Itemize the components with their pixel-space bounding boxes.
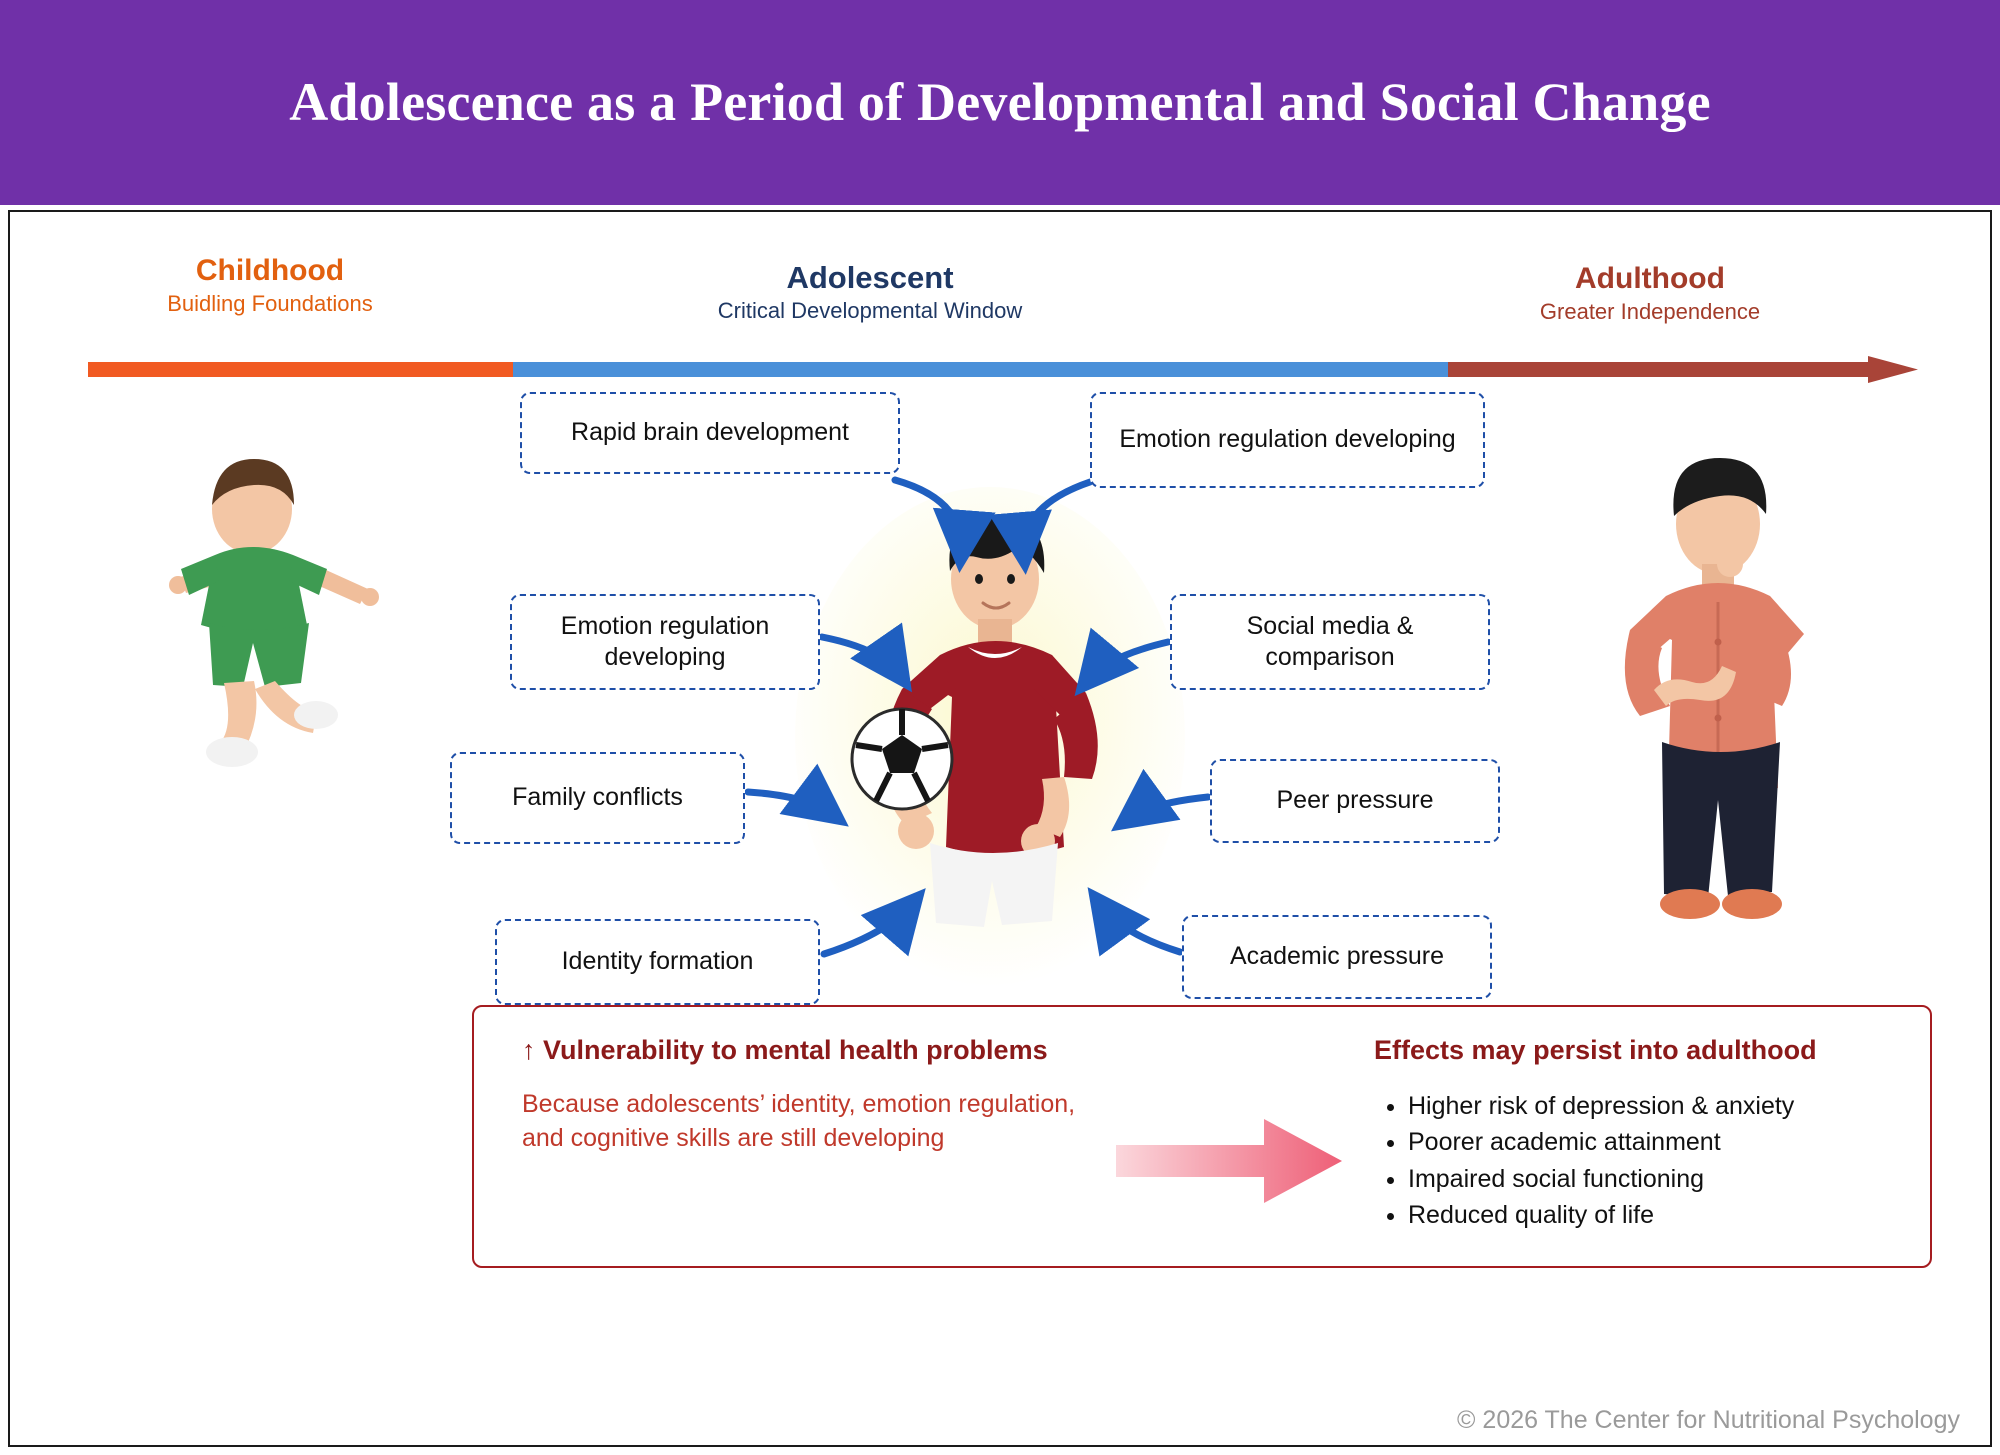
vulnerability-body: Because adolescents’ identity, emotion regulation, and cognitive skills are still developing (522, 1090, 1076, 1152)
stage-label-adolescent (590, 260, 1150, 324)
stage-label-childhood (90, 254, 450, 317)
stage-title-adolescent: Adolescent (786, 260, 954, 295)
factor-box-identity-formation[interactable]: Identity formation (495, 919, 820, 1005)
stage-subtitle-adulthood: Greater Independence (1539, 298, 1761, 324)
stage-title-adulthood: Adulthood (1575, 262, 1725, 295)
factor-box-academic-pressure[interactable]: Academic pressure (1182, 915, 1492, 999)
vulnerability-block (522, 1035, 1082, 1156)
copyright-credit: © 2026 The Center for Nutritional Psychology (1457, 1406, 1960, 1434)
diagram-canvas (8, 210, 1992, 1447)
factor-box-rapid-brain-development[interactable]: Rapid brain development (520, 392, 900, 474)
stage-title-childhood: Childhood (195, 254, 345, 287)
list-item: • Impaired social functioning (1408, 1161, 1914, 1197)
child-illustration (120, 447, 420, 777)
stage-subtitle-childhood: Buidling Foundations (167, 290, 373, 316)
list-item: • Reduced quality of life (1408, 1197, 1914, 1233)
factor-box-emotion-regulation-left[interactable]: Emotion regulation developing (510, 594, 820, 690)
outcomes-panel (472, 1005, 1932, 1268)
adult-illustration (1570, 412, 1870, 972)
stage-label-adulthood (1440, 262, 1860, 325)
factor-box-peer-pressure[interactable]: Peer pressure (1210, 759, 1500, 843)
page-title: Adolescence as a Period of Developmental and Social Change (289, 71, 1711, 132)
factor-box-emotion-regulation-right[interactable]: Emotion regulation developing (1090, 392, 1485, 488)
header-bar (0, 0, 2000, 205)
list-item: • Poorer academic attainment (1408, 1124, 1914, 1160)
transition-arrow-icon (1114, 1115, 1344, 1207)
factor-box-family-conflicts[interactable]: Family conflicts (450, 752, 745, 844)
persistence-heading: Effects may persist into adulthood (1374, 1035, 1817, 1065)
vulnerability-heading: ↑ Vulnerability to mental health problems (522, 1035, 1048, 1065)
factor-box-social-media-comparison[interactable]: Social media & comparison (1170, 594, 1490, 690)
stage-subtitle-adolescent: Critical Developmental Window (717, 297, 1023, 323)
timeline-arrow (88, 354, 1918, 384)
adolescent-illustration (790, 487, 1190, 1007)
list-item: • Higher risk of depression & anxiety (1408, 1088, 1914, 1124)
persistence-block (1374, 1035, 1914, 1233)
persistence-list (1374, 1088, 1914, 1233)
